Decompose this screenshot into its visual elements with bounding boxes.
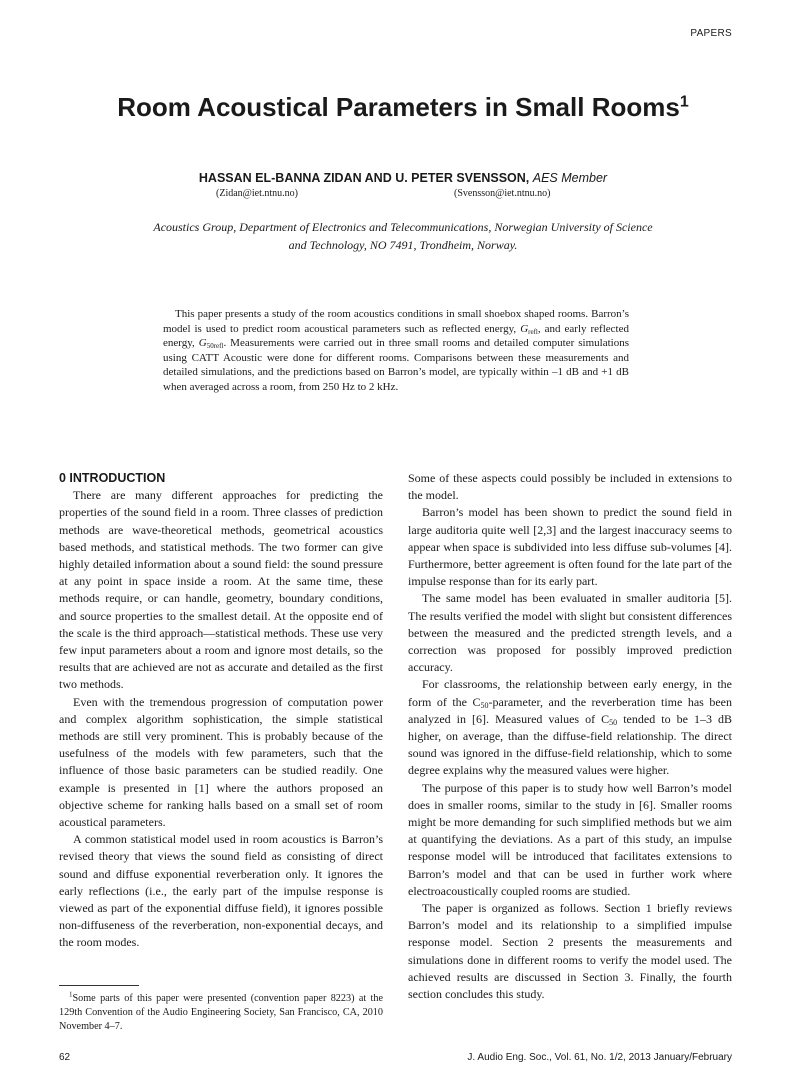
section-heading-introduction: 0 INTRODUCTION bbox=[59, 471, 166, 485]
body-column-left bbox=[59, 470, 383, 952]
author-line bbox=[0, 171, 806, 185]
page-number: 62 bbox=[59, 1052, 71, 1063]
paragraph: The same model has been evaluated in smaller auditoria [5]. The results verified the model with slight but consistent differences between the measured and the predicted strength levels, and a correction was proposed for possibly improved prediction accuracy. bbox=[408, 591, 732, 675]
affiliation-line-1: Acoustics Group, Department of Electronics and Telecommunications, Norwegian University of Science bbox=[153, 220, 653, 234]
abstract-text-2: , and early reflected energy, bbox=[163, 322, 629, 350]
paragraph: The purpose of this paper is to study how well Barron’s model does in smaller rooms, similar to the study in [6]. Smaller rooms might be more demanding for such simplified methods but we aim at quantifying the deviations. As a part of this study, an impulse response model will be introduced that facilitates extensions to Barron’s model and that can be used in further work where electroacoustically coupled rooms are studied. bbox=[408, 780, 732, 898]
abstract-sub-50refl: 50refl bbox=[206, 342, 224, 351]
title-footnote-mark: 1 bbox=[679, 93, 689, 111]
paper-title-text: Room Acoustical Parameters in Small Rooms bbox=[117, 92, 680, 122]
author-membership: AES Member bbox=[532, 171, 608, 185]
footnote bbox=[59, 992, 383, 1034]
affiliation-line-2: and Technology, NO 7491, Trondheim, Norway. bbox=[288, 238, 518, 252]
paragraph: Barron’s model has been shown to predict the sound field in large auditoria quite well [2,3] and the largest inaccuracy seems to appear when space is subdivided into less diffuse sub-volumes [4]. Furthermore, better agreement is often found for the late part of the impulse response than for its early part. bbox=[408, 505, 732, 589]
abstract-text-3: . Measurements were carried out in three small rooms and detailed computer simulations using CATT Acoustic were done for different rooms. Comparisons between these measurements and detailed simulations, and the predictions based on Barron’s model, are typically within –1 dB and +1 dB when averaged across a room, from 250 Hz to 2 kHz. bbox=[163, 337, 629, 393]
author-email-1: (Zidan@iet.ntnu.no) bbox=[216, 188, 298, 199]
author-email-2: (Svensson@iet.ntnu.no) bbox=[454, 188, 551, 199]
paragraph: Even with the tremendous progression of computation power and complex algorithm sophistication, the simple statistical methods are still very prominent. This is probably because of the usefulness of the models with few parameters, such that the influence of those basic parameters can be studied readily. One example is presented in [1] where the authors proposed an objective scheme for ranking halls based on a small set of room acoustical parameters. bbox=[59, 694, 383, 830]
running-header: PAPERS bbox=[690, 28, 732, 39]
c50-text-c: tended to be 1–3 dB higher, on average, than the diffuse-field relationship. The direct sound was ignored in the diffuse-field relationship, which to some degree explains why the measured values were higher. bbox=[408, 711, 733, 778]
c50-subscript: 50 bbox=[609, 717, 618, 727]
abstract-g-50refl-symbol: G bbox=[198, 337, 207, 350]
paragraph: Some of these aspects could possibly be included in extensions to the model. bbox=[408, 471, 732, 503]
body-column-right bbox=[408, 470, 732, 1003]
c50-text-a: For classrooms, the relationship between early energy, in the form of the C bbox=[408, 677, 732, 709]
c50-subscript: 50 bbox=[480, 700, 489, 710]
paragraph: A common statistical model used in room acoustics is Barron’s revised theory that views the sound field as consisting of direct sound and diffuse exponential reverberation only. It ignores the early reflections (i.e., the early part of the impulse response is viewed as part of the exponential diffuse field), it ignores possible non-diffuseness of the reverberation, non-exponential decays, and the room modes. bbox=[59, 832, 383, 950]
abstract-text-1: This paper presents a study of the room acoustics conditions in small shoebox shaped rooms. Barron’s model is used to predict room acoustical parameters such as reflected energy, bbox=[163, 308, 629, 335]
paper-title bbox=[0, 92, 806, 123]
author-names: HASSAN EL-BANNA ZIDAN AND U. PETER SVENSSON, bbox=[198, 171, 530, 185]
paragraph: The paper is organized as follows. Section 1 briefly reviews Barron’s model and its relationship to a simplified impulse response model. Section 2 presents the measurements and simulations done in different rooms to verify the model used. The achieved results are discussed in Section 3. Finally, the fourth section concludes this study. bbox=[408, 901, 732, 1002]
paragraph: There are many different approaches for predicting the properties of the sound field in a room. Three classes of prediction methods are wave-theoretical methods, geometrical acoustics based methods, and statistical methods. The two former can give highly detailed information about a sound field: the sound pressure at any point in space inside a room. At the same time, these methods require, or can handle, geometry, boundary conditions, and source properties to the smallest detail. At the opposite end of the scale is the third approach—statistical methods. These use very few input parameters about a room and ignore most details, so the results that are achieved are not as accurate and detailed as the first two methods. bbox=[59, 488, 383, 692]
paragraph-c50 bbox=[408, 676, 732, 779]
footnote-mark: 1 bbox=[69, 990, 73, 999]
abstract-sub-refl: refl bbox=[528, 327, 538, 336]
affiliation bbox=[90, 218, 716, 254]
footnote-rule bbox=[59, 985, 139, 986]
footnote-text: Some parts of this paper were presented (convention paper 8223) at the 129th Convention of the Audio Engineering Society, San Francisco, CA, 2010 November 4–7. bbox=[59, 993, 383, 1032]
abstract-g-refl-symbol: G bbox=[520, 322, 529, 335]
c50-text-b: -parameter, and the reverberation time has been analyzed in [6]. Measured values of C bbox=[408, 694, 732, 726]
journal-citation: J. Audio Eng. Soc., Vol. 61, No. 1/2, 2013 January/February bbox=[467, 1052, 732, 1063]
abstract bbox=[163, 307, 629, 395]
